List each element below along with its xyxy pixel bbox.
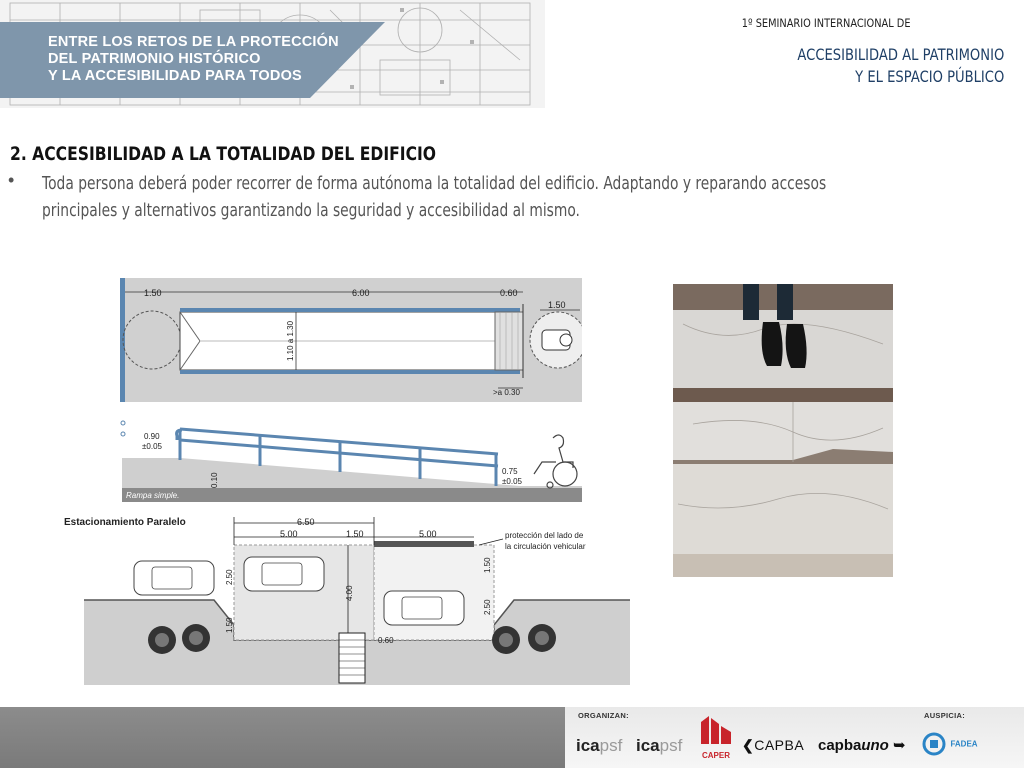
logo-icapsf-1-bold: ica [576, 736, 600, 755]
dim-landing: 0.60 [500, 288, 518, 298]
logo-icapsf-2 [636, 736, 682, 756]
caper-text: CAPER [701, 751, 730, 760]
dim-bay-right: 5.00 [419, 529, 437, 539]
seminar-title-line-1: ACCESIBILIDAD AL PATRIMONIO [797, 45, 1004, 64]
dim-kerb-parking: 0.60 [378, 636, 394, 645]
banner-line-1: ENTRE LOS RETOS DE LA PROTECCIÓN [48, 34, 339, 50]
seminar-label: 1º SEMINARIO INTERNACIONAL DE [741, 16, 910, 30]
logo-capbauno [818, 736, 906, 754]
dim-depth-left: 2.50 [225, 569, 234, 585]
dim-bay-left: 5.00 [280, 529, 298, 539]
dim-depth-right: 2.50 [483, 599, 492, 615]
bullet-line-2: principales y alternativos garantizando la seguridad y accesibilidad al mismo. [42, 201, 580, 221]
logo-capba [742, 737, 804, 754]
caper-icon [699, 714, 733, 746]
capba-text: CAPBA [754, 737, 805, 753]
photo-marble-steps [673, 284, 893, 577]
note-line-2: la circulación vehicular [505, 542, 586, 551]
ramp-plan-drawing [120, 278, 582, 402]
bullet-line-1: Toda persona deberá poder recorrer de forma autónoma la totalidad del edificio. Adaptando y reparando accesos [42, 174, 827, 194]
fadea-icon [922, 732, 946, 756]
dim-rail-height: 0.90 [144, 432, 160, 441]
banner-line-2: DEL PATRIMONIO HISTÓRICO [48, 51, 261, 67]
banner-title [48, 34, 339, 85]
parking-title: Estacionamiento Paralelo [64, 517, 186, 528]
dim-top-right: 1.50 [483, 557, 492, 573]
dim-left: 1.50 [144, 288, 162, 298]
bullet-text [42, 171, 826, 225]
logo-fadea [922, 732, 978, 756]
dim-min: >a 0.30 [493, 388, 520, 397]
section-title: 2. ACCESIBILIDAD A LA TOTALIDAD DEL EDIFICIO [10, 143, 437, 165]
logo-icapsf-2-light: psf [659, 736, 683, 755]
auspicia-label: AUSPICIA: [924, 711, 966, 720]
banner-line-3: Y LA ACCESIBILIDAD PARA TODOS [48, 68, 302, 84]
seminar-title [797, 44, 1004, 88]
capba-mark-icon: ❮ [742, 737, 755, 753]
logo-icapsf-2-bold: ica [636, 736, 660, 755]
ramp-elevation-drawing [120, 418, 582, 502]
dim-rail-tol: ±0.05 [142, 442, 162, 451]
capbauno-text-a: capba [818, 737, 862, 754]
header [0, 0, 1024, 110]
dim-kerb: 0.10 [210, 472, 219, 488]
fadea-text: FADEA [950, 739, 978, 749]
ramp-caption: Rampa simple. [126, 491, 180, 500]
logo-caper [699, 714, 733, 760]
organizan-label: ORGANIZAN: [578, 711, 629, 720]
dim-lower-tol: ±0.05 [502, 477, 522, 486]
dim-lower-rail: 0.75 [502, 467, 518, 476]
dim-aisle: 1.50 [346, 529, 364, 539]
dim-total: 6.50 [297, 517, 315, 527]
logo-icapsf-1-light: psf [599, 736, 623, 755]
dim-width: 1.10 a 1.30 [286, 320, 295, 361]
dim-depth-mid: 4.00 [345, 585, 354, 601]
capbauno-arrow-icon: ➥ [888, 737, 906, 754]
seminar-title-line-2: Y EL ESPACIO PÚBLICO [854, 67, 1004, 86]
dim-run: 6.00 [352, 288, 370, 298]
logo-icapsf-1 [576, 736, 622, 756]
dim-right: 1.50 [548, 300, 566, 310]
dim-left-bottom: 1.50 [225, 617, 234, 633]
bullet-symbol: • [8, 170, 15, 190]
capbauno-text-b: uno [861, 737, 889, 754]
parking-drawing [84, 515, 630, 685]
note-line-1: protección del lado de [505, 531, 584, 540]
